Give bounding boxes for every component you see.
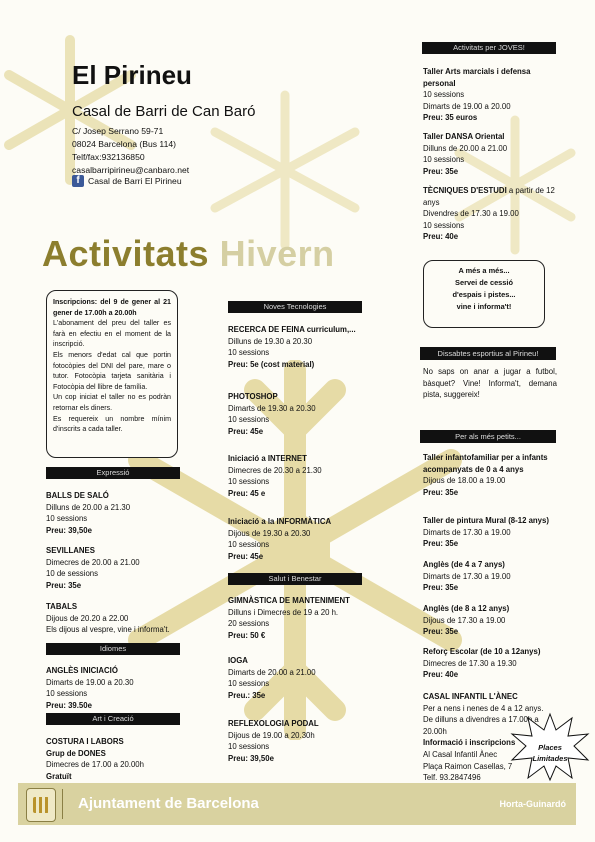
footer-divider [62, 789, 63, 819]
activity-sevillanes: SEVILLANES Dimecres de 20.00 a 21.00 10 de sessions Preu: 35e [46, 546, 140, 590]
footer-banner [18, 783, 576, 825]
section-bar-joves: Activitats per JOVES! [422, 42, 556, 54]
activity-infantofamiliar: Taller infantofamiliar per a infants acompanyats de 0 a 4 anys Dijous de 18.00 a 19.00 Preu: 35e [423, 453, 548, 497]
activity-costura: COSTURA I LABORS Grup de DONES Dimecres de 17.00 a 20.00h Gratuït [46, 737, 144, 781]
activity-reforc: Reforç Escolar (de 10 a 12anys) Dimecres de 17.30 a 19.30 Preu: 40e [423, 647, 541, 680]
activity-angles-4-7: Anglès (de 4 a 7 anys) Dimarts de 17.30 a 19.00 Preu: 35e [423, 560, 511, 593]
activity-feina: RECERCA DE FEINA curriculum,... Dilluns de 19.30 a 20.30 10 sessions Preu: 5e (cost material) [228, 325, 356, 369]
facebook-label: Casal de Barri El Pirineu [88, 176, 182, 186]
inscriptions-note [46, 290, 178, 458]
section-bar-dissabtes: Dissabtes esportius al Pirineu! [420, 347, 556, 360]
activity-pintura-mural: Taller de pintura Mural (8-12 anys) Dimarts de 17.30 a 19.00 Preu: 35e [423, 516, 549, 549]
section-bar-salut: Salut i Benestar [228, 573, 362, 585]
page-title: El Pirineu [72, 60, 192, 90]
note-lead: Inscripcions: del 9 de gener al 21 gener de 17.00h a 20.00h [53, 298, 171, 317]
note-p3: Un cop iniciat el taller no es podràn retornar els diners. [53, 393, 171, 412]
page-subtitle: Casal de Barri de Can Baró [72, 103, 256, 120]
note-p1: L'abonament del preu del taller es farà en efectiu en el moment de la inscripció. [53, 319, 171, 349]
note-p4: Es requereix un nombre mínim d'inscrits a cada taller. [53, 414, 171, 434]
dissabtes-text: No saps on anar a jugar a futbol, bàsquet? Vine! Informa't, demana pista, suggereix! [423, 367, 557, 400]
phone: Telf/fax:932136850 [72, 152, 145, 162]
facebook-icon: f [72, 175, 84, 187]
casal-infantil-anec: CASAL INFANTIL L'ÀNEC Per a nens i nenes de 4 a 12 anys. De dilluns a divendres a 17.00h a 20.00h Informació i inscripcions Al Casal Infantil Ànec Plaça Raimon Casellas, 7 Telf. 93.2847496 [423, 692, 544, 783]
activity-internet: Iniciació a INTERNET Dimecres de 20.30 a 21.30 10 sessions Preu: 45 e [228, 454, 322, 498]
footer-district: Horta-Guinardó [499, 799, 566, 809]
address-block [72, 125, 189, 177]
activity-angles-8-12: Anglès (de 8 a 12 anys) Dijous de 17.30 a 19.00 Preu: 35e [423, 604, 510, 637]
section-bar-noves: Noves Tecnologies [228, 301, 362, 313]
activity-arts-marcials: Taller Arts marcials i defensa personal 10 sessions Dimarts de 19.00 a 20.00 Preu: 35 euros [423, 67, 531, 123]
activity-informatica: Iniciació a la INFORMÀTICA Dijous de 19.30 a 20.30 10 sessions Preu: 45e [228, 517, 332, 561]
postal-address: 08024 Barcelona (Bus 114) [72, 139, 176, 149]
hero-word-activitats: Activitats [42, 233, 210, 274]
places-limitades-text: Places Limitades [532, 743, 568, 763]
activity-balls: BALLS DE SALÓ Dilluns de 20.00 a 21.30 10 sessions Preu: 39,50e [46, 491, 131, 535]
more-services-box: A més a més... Servei de cessió d'espais i pistes... vine i informa't! [423, 260, 545, 328]
note-p2: Els menors d'edat cal que portin fotocòpies del DNI del pare, mare o tutor. Fotocòpia tarjeta sanitària i Fotocòpia del llibre de família. [53, 350, 171, 391]
section-bar-expressio: Expressió [46, 467, 180, 479]
activity-tecniques: TÈCNIQUES D'ESTUDI a partir de 12 anys Divendres de 17.30 a 19.00 10 sessions Preu: 40e [423, 186, 555, 242]
email-link[interactable]: casalbarripirineu@canbaro.net [72, 165, 190, 175]
activity-reflexologia: REFLEXOLOGIA PODAL Dijous de 19.00 a 20.30h 10 sessions Preu: 39,50e [228, 719, 319, 763]
activity-angles: ANGLÈS INICIACIÓ Dimarts de 19.00 a 20.30 10 sessions Preu: 39.50e [46, 666, 134, 710]
hero-heading [42, 233, 335, 275]
barcelona-shield-icon [26, 788, 56, 822]
activity-tabals: TABALS Dijous de 20.20 a 22.00 Els dijous al vespre, vine i informa't. [46, 602, 170, 635]
section-bar-idiomes: Idiomes [46, 643, 180, 655]
section-bar-art: Art i Creació [46, 713, 180, 725]
section-bar-petits: Per als més petits... [420, 430, 556, 443]
activity-dansa: Taller DANSA Oriental Dilluns de 20.00 a 21.00 10 sessions Preu: 35e [423, 132, 508, 176]
activity-gimnastica: GIMNÀSTICA DE MANTENIMENT Dilluns i Dimecres de 19 a 20 h. 20 sessions Preu: 50 € [228, 596, 350, 640]
street-address: C/ Josep Serrano 59-71 [72, 126, 164, 136]
activity-ioga: IOGA Dimarts de 20.00 a 21.00 10 sessions Preu.: 35e [228, 656, 316, 700]
activity-photoshop: PHOTOSHOP Dimarts de 19.30 a 20.30 10 sessions Preu: 45e [228, 392, 316, 436]
footer-city: Ajuntament de Barcelona [78, 795, 259, 812]
facebook-link[interactable] [72, 175, 182, 187]
hero-word-hivern: Hivern [219, 233, 335, 274]
